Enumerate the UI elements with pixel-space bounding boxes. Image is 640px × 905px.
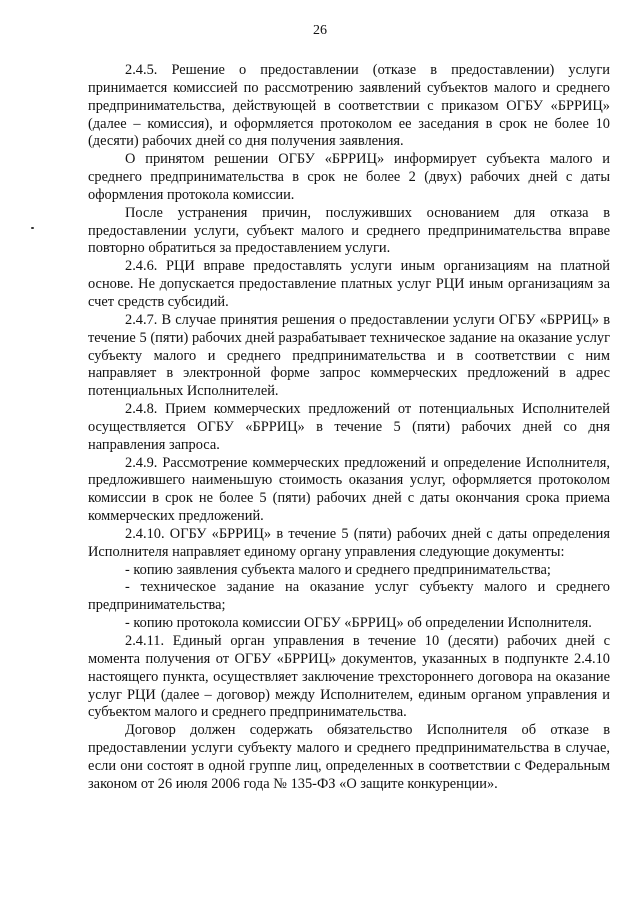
paragraph-2-4-6: 2.4.6. РЦИ вправе предоставлять услуги иным организациям на платной основе. Не допускается предоставление платных услуг РЦИ иным организациям за счет средств субсидий. — [88, 258, 610, 310]
paragraph-2-4-8: 2.4.8. Прием коммерческих предложений от потенциальных Исполнителей осуществляется ОГБУ «БРРИЦ» в течение 5 (пяти) рабочих дней со дня направления запроса. — [88, 401, 610, 453]
paragraph-2-4-9: 2.4.9. Рассмотрение коммерческих предложений и определение Исполнителя, предложившего наименьшую стоимость оказания услуг, оформляется протоколом комиссии в срок не более 5 (пяти) рабочих дней с даты окончания срока приема коммерческих предложений. — [88, 454, 610, 525]
scan-speck — [31, 227, 34, 229]
paragraph-contract-obligation: Договор должен содержать обязательство Исполнителя об отказе в предоставлении услуги субъекту малого и среднего предпринимательства в случае, если они состоят в одной группе лиц, определенных в соответствии с Федеральным законом от 26 июля 2006 года № 135-ФЗ «О защите конкуренции». — [88, 722, 610, 792]
list-item-protocol-copy: - копию протокола комиссии ОГБУ «БРРИЦ» об определении Исполнителя. — [125, 615, 592, 632]
paragraph-2-4-10: 2.4.10. ОГБУ «БРРИЦ» в течение 5 (пяти) рабочих дней с даты определения Исполнителя направляет единому органу управления следующие документы: — [88, 525, 610, 560]
paragraph-decision-notice: О принятом решении ОГБУ «БРРИЦ» информирует субъекта малого и среднего предпринимательства в срок не более 2 (двух) рабочих дней с даты оформления протокола комиссии. — [88, 151, 610, 203]
paragraph-reapply: После устранения причин, послуживших основанием для отказа в предоставлении услуги, субъект малого и среднего предпринимательства вправе повторно обратиться за предоставлением услуги. — [88, 204, 610, 257]
page-number: 26 — [313, 23, 327, 38]
list-item-application-copy: - копию заявления субъекта малого и среднего предпринимательства; — [125, 561, 551, 578]
document-body — [88, 62, 610, 794]
paragraph-2-4-7: 2.4.7. В случае принятия решения о предоставлении услуги ОГБУ «БРРИЦ» в течение 5 (пяти) рабочих дней разрабатывает техническое задание на оказание услуг субъекту малого и среднего предпринимательства и в соответствии с ним направляет в электронной форме запрос коммерческих предложений в адрес потенциальных Исполнителей. — [88, 311, 610, 400]
list-item-technical-task: - техническое задание на оказание услуг субъекту малого и среднего предпринимательства; — [88, 579, 610, 614]
paragraph-2-4-5: 2.4.5. Решение о предоставлении (отказе в предоставлении) услуги принимается комиссией по рассмотрению заявлений субъектов малого и среднего предпринимательства, действующей в соответствии с приказом ОГБУ «БРРИЦ» (далее – комиссия), и оформляется протоколом ее заседания в срок не более 10 (десяти) рабочих дней со дня получения заявления. — [88, 62, 610, 150]
paragraph-2-4-11: 2.4.11. Единый орган управления в течение 10 (десяти) рабочих дней с момента получения от ОГБУ «БРРИЦ» документов, указанных в подпункте 2.4.10 настоящего пункта, осуществляет заключение трехстороннего договора на оказание услуг РЦИ (далее – договор) между Исполнителем, единым органом управления и субъектом малого и среднего предпринимательства. — [88, 633, 610, 721]
